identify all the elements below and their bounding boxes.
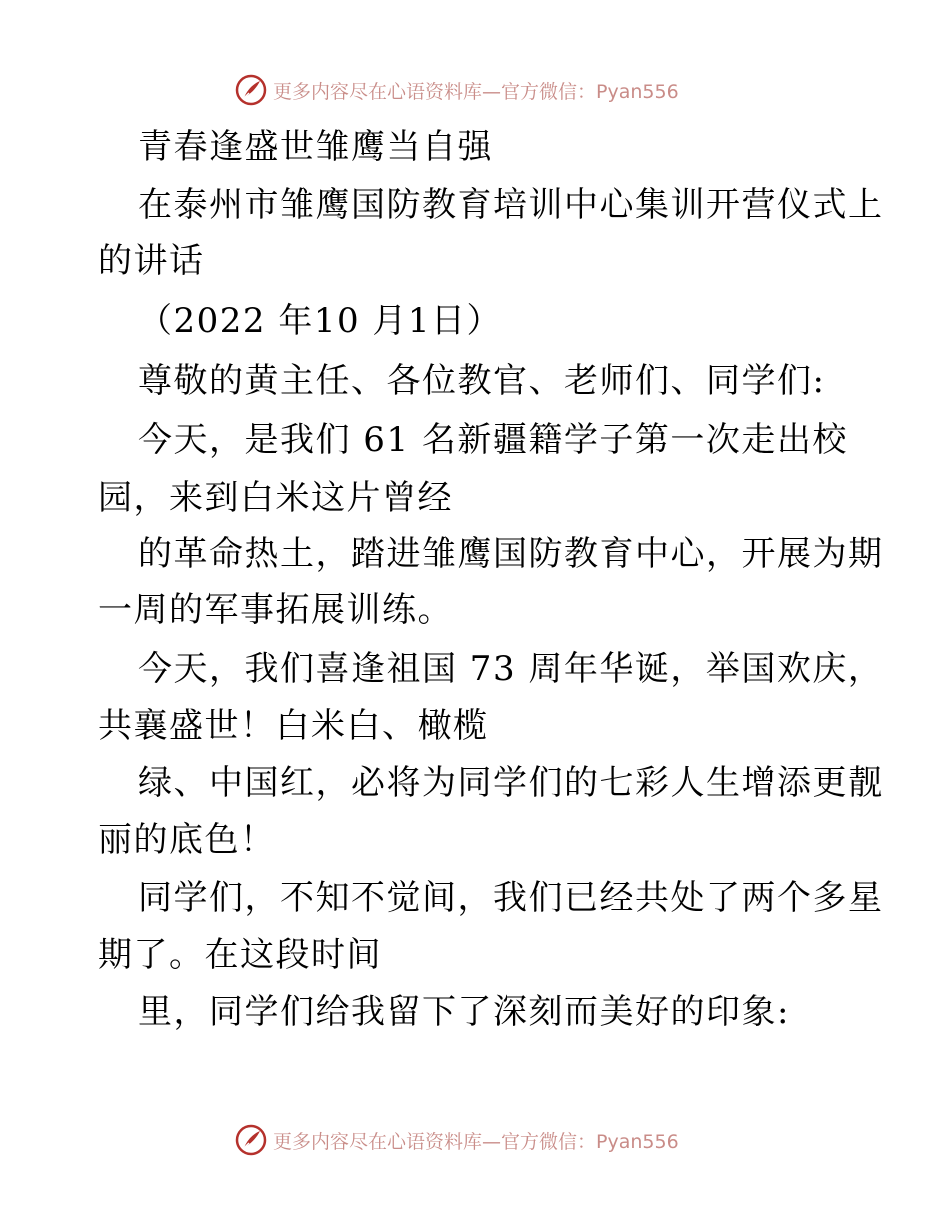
document-subtitle: 在泰州市雏鹰国防教育培训中心集训开营仪式上 xyxy=(138,185,884,225)
paragraph-line: 丽的底色！ xyxy=(98,820,276,860)
salutation: 尊敬的黄主任、各位教官、老师们、同学们: xyxy=(138,361,826,401)
watermark-text: 更多内容尽在心语资料库—官方微信：Pyan556 xyxy=(273,1130,679,1153)
document-title: 青春逢盛世雏鹰当自强 xyxy=(138,127,493,167)
paragraph-line: 的革命热土，踏进雏鹰国防教育中心，开展为期 xyxy=(138,534,884,574)
document-subtitle-continued: 的讲话 xyxy=(98,241,205,281)
paragraph-line: 同学们，不知不觉间，我们已经共处了两个多星 xyxy=(138,878,884,918)
paragraph-line: 里，同学们给我留下了深刻而美好的印象: xyxy=(138,992,790,1032)
quill-logo-icon xyxy=(235,74,267,106)
paragraph-line: 期了。在这段时间 xyxy=(98,935,382,975)
paragraph-line: 今天，是我们 61 名新疆籍学子第一次走出校 xyxy=(138,420,848,460)
paragraph-line: 今天，我们喜逢祖国 73 周年华诞，举国欢庆， xyxy=(138,649,884,689)
paragraph-line: 绿、中国红，必将为同学们的七彩人生增添更靓 xyxy=(138,763,884,803)
paragraph-line: 一周的军事拓展训练。 xyxy=(98,590,453,630)
quill-logo-icon xyxy=(235,1124,267,1156)
document-date: （2022 年10 月1日） xyxy=(138,301,503,341)
watermark-text: 更多内容尽在心语资料库—官方微信：Pyan556 xyxy=(273,80,679,103)
paragraph-line: 园，来到白米这片曾经 xyxy=(98,478,453,518)
footer-watermark xyxy=(235,1122,679,1158)
header-watermark xyxy=(235,72,679,108)
paragraph-line: 共襄盛世！白米白、橄榄 xyxy=(98,706,489,746)
